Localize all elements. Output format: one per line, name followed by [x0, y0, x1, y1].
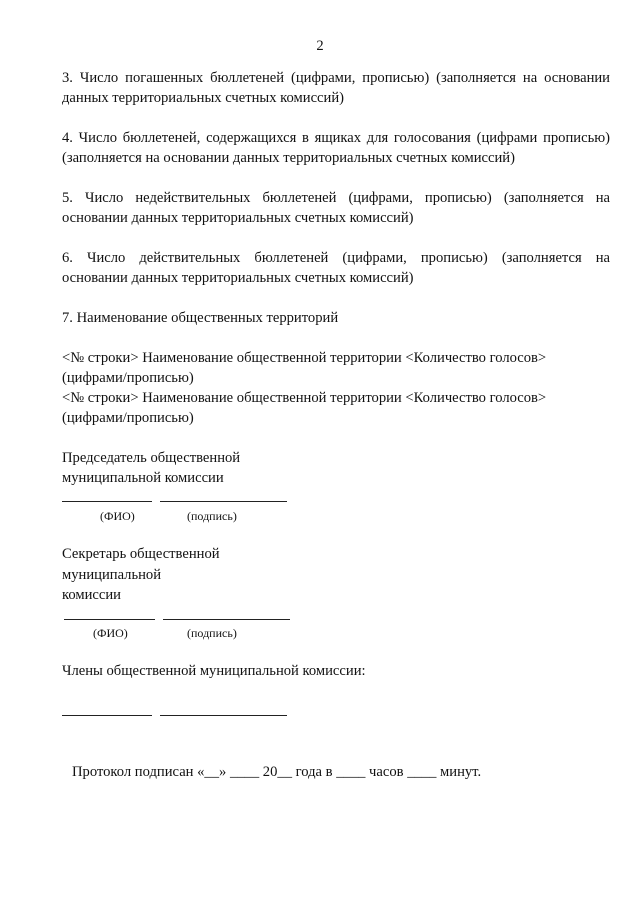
item-3-line-2: данных территориальных счетных комиссий) [62, 90, 345, 106]
item-6-line-2: основании данных территориальных счетных комиссий) [62, 270, 414, 286]
member-fio-line [62, 715, 152, 716]
item-3-line-1: 3. Число погашенных бюллетеней (цифрами, прописью) (заполняется на основании [62, 70, 610, 86]
secretary-fio-caption: (ФИО) [93, 626, 128, 640]
secretary-title-line-3: комиссии [62, 587, 121, 603]
item-4-line-2: (заполняется на основании данных территориальных счетных комиссий) [62, 150, 515, 166]
member-signature-line [160, 715, 287, 716]
item-4-paragraph [62, 128, 610, 168]
item-3-paragraph [62, 68, 610, 108]
item-5-line-2: основании данных территориальных счетных комиссий) [62, 210, 414, 226]
chairman-title-line-2: муниципальной комиссии [62, 470, 224, 486]
chairman-title-line-1: Председатель общественной [62, 450, 241, 466]
item-6-line-1: 6. Число действительных бюллетеней (цифрами, прописью) (заполняется на [62, 250, 610, 266]
item-6-paragraph [62, 248, 610, 288]
secretary-title-line-2: муниципальной [62, 567, 162, 583]
chairman-fio-caption: (ФИО) [100, 509, 135, 523]
item-5-paragraph [62, 188, 610, 228]
territory-row-1-line-1: <№ строки> Наименование общественной территории <Количество голосов> [62, 350, 547, 366]
secretary-signature-caption: (подпись) [187, 626, 237, 640]
item-4-line-1: 4. Число бюллетеней, содержащихся в ящиках для голосования (цифрами прописью) [62, 130, 610, 146]
chairman-signature-caption: (подпись) [187, 509, 237, 523]
item-7-title: 7. Наименование общественных территорий [62, 310, 339, 326]
members-label: Члены общественной муниципальной комиссии: [62, 663, 366, 679]
chairman-signature-line [160, 501, 287, 502]
item-5-line-1: 5. Число недействительных бюллетеней (цифрами, прописью) (заполняется на [62, 190, 610, 206]
chairman-fio-line [62, 501, 152, 502]
territory-row-2-line-1: <№ строки> Наименование общественной территории <Количество голосов> [62, 390, 547, 406]
secretary-fio-line [64, 619, 155, 620]
secretary-title-line-1: Секретарь общественной [62, 546, 220, 562]
territory-row-2-line-2: (цифрами/прописью) [62, 410, 194, 426]
protocol-signed-line: Протокол подписан «__» ____ 20__ года в ____ часов ____ минут. [72, 764, 482, 780]
secretary-signature-line [163, 619, 290, 620]
page-number: 2 [316, 38, 324, 54]
territory-row-1-line-2: (цифрами/прописью) [62, 370, 194, 386]
